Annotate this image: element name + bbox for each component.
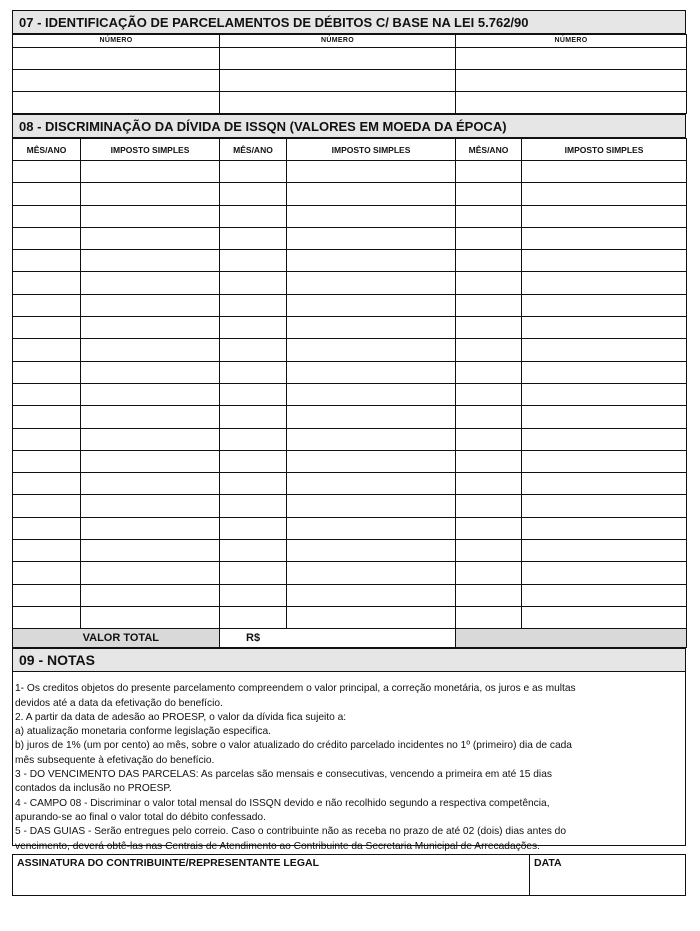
imposto-simples-cell[interactable] bbox=[287, 450, 456, 472]
section-08-title: 08 - DISCRIMINAÇÃO DA DÍVIDA DE ISSQN (VALORES EM MOEDA DA ÉPOCA) bbox=[12, 114, 686, 138]
imposto-simples-cell[interactable] bbox=[287, 317, 456, 339]
numero-cell[interactable] bbox=[13, 48, 220, 70]
divida-row bbox=[13, 161, 687, 183]
mes-ano-cell[interactable] bbox=[456, 406, 522, 428]
mes-ano-cell[interactable] bbox=[13, 562, 81, 584]
mes-ano-cell[interactable] bbox=[13, 383, 81, 405]
mes-ano-cell[interactable] bbox=[13, 272, 81, 294]
imposto-simples-header-1: IMPOSTO SIMPLES bbox=[81, 139, 220, 161]
valor-total-shade bbox=[456, 629, 687, 648]
imposto-simples-cell[interactable] bbox=[522, 562, 687, 584]
mes-ano-cell[interactable] bbox=[456, 606, 522, 628]
mes-ano-cell[interactable] bbox=[220, 317, 287, 339]
mes-ano-cell[interactable] bbox=[220, 562, 287, 584]
imposto-simples-cell[interactable] bbox=[287, 272, 456, 294]
mes-ano-cell[interactable] bbox=[13, 540, 81, 562]
mes-ano-cell[interactable] bbox=[456, 250, 522, 272]
mes-ano-cell[interactable] bbox=[220, 205, 287, 227]
imposto-simples-cell[interactable] bbox=[522, 317, 687, 339]
imposto-simples-cell[interactable] bbox=[287, 428, 456, 450]
imposto-simples-cell[interactable] bbox=[287, 517, 456, 539]
numero-cell[interactable] bbox=[456, 92, 687, 114]
note-line: 4 - CAMPO 08 - Discriminar o valor total mensal do ISSQN devido e não recolhido segundo a respectiva competência, bbox=[15, 797, 550, 809]
divida-row bbox=[13, 606, 687, 628]
mes-ano-cell[interactable] bbox=[456, 294, 522, 316]
mes-ano-cell[interactable] bbox=[13, 294, 81, 316]
note-line: vencimento, deverá obtê-las nas Centrais de Atendimento ao Contribuinte da Secretaria Municipal de Arrecadações. bbox=[15, 840, 540, 852]
imposto-simples-cell[interactable] bbox=[287, 227, 456, 249]
mes-ano-cell[interactable] bbox=[456, 517, 522, 539]
mes-ano-cell[interactable] bbox=[220, 517, 287, 539]
imposto-simples-cell[interactable] bbox=[522, 183, 687, 205]
divida-row bbox=[13, 473, 687, 495]
divida-row bbox=[13, 339, 687, 361]
mes-ano-cell[interactable] bbox=[13, 495, 81, 517]
mes-ano-cell[interactable] bbox=[13, 161, 81, 183]
imposto-simples-cell[interactable] bbox=[81, 272, 220, 294]
mes-ano-cell[interactable] bbox=[13, 250, 81, 272]
mes-ano-cell[interactable] bbox=[220, 339, 287, 361]
divida-row bbox=[13, 495, 687, 517]
mes-ano-cell[interactable] bbox=[456, 540, 522, 562]
imposto-simples-cell[interactable] bbox=[522, 339, 687, 361]
numero-header-2: NÚMERO bbox=[220, 35, 456, 48]
imposto-simples-cell[interactable] bbox=[81, 161, 220, 183]
mes-ano-cell[interactable] bbox=[13, 450, 81, 472]
mes-ano-header-3: MÊS/ANO bbox=[456, 139, 522, 161]
divida-row bbox=[13, 294, 687, 316]
mes-ano-cell[interactable] bbox=[220, 272, 287, 294]
mes-ano-cell[interactable] bbox=[456, 584, 522, 606]
imposto-simples-cell[interactable] bbox=[287, 606, 456, 628]
imposto-simples-cell[interactable] bbox=[81, 495, 220, 517]
mes-ano-cell[interactable] bbox=[220, 161, 287, 183]
imposto-simples-header-2: IMPOSTO SIMPLES bbox=[287, 139, 456, 161]
mes-ano-cell[interactable] bbox=[220, 406, 287, 428]
imposto-simples-cell[interactable] bbox=[81, 183, 220, 205]
mes-ano-cell[interactable] bbox=[220, 294, 287, 316]
mes-ano-cell[interactable] bbox=[220, 383, 287, 405]
mes-ano-cell[interactable] bbox=[456, 205, 522, 227]
numero-cell[interactable] bbox=[220, 92, 456, 114]
mes-ano-cell[interactable] bbox=[456, 361, 522, 383]
imposto-simples-cell[interactable] bbox=[522, 406, 687, 428]
imposto-simples-cell[interactable] bbox=[287, 161, 456, 183]
imposto-simples-cell[interactable] bbox=[81, 339, 220, 361]
divida-row bbox=[13, 406, 687, 428]
imposto-simples-cell[interactable] bbox=[81, 584, 220, 606]
imposto-simples-cell[interactable] bbox=[287, 250, 456, 272]
mes-ano-cell[interactable] bbox=[220, 606, 287, 628]
section-09-title: 09 - NOTAS bbox=[12, 648, 686, 672]
imposto-simples-cell[interactable] bbox=[287, 406, 456, 428]
imposto-simples-cell[interactable] bbox=[287, 495, 456, 517]
mes-ano-cell[interactable] bbox=[13, 606, 81, 628]
note-line: contados da inclusão no PROESP. bbox=[15, 783, 172, 795]
mes-ano-header-2: MÊS/ANO bbox=[220, 139, 287, 161]
mes-ano-cell[interactable] bbox=[13, 183, 81, 205]
note-line: 1- Os creditos objetos do presente parcelamento compreendem o valor principal, a correção monetária, os juros e as multas bbox=[15, 683, 576, 695]
imposto-simples-cell[interactable] bbox=[81, 250, 220, 272]
imposto-simples-cell[interactable] bbox=[81, 473, 220, 495]
note-line: devidos até a data da efetivação do benefício. bbox=[15, 697, 223, 709]
imposto-simples-cell[interactable] bbox=[522, 294, 687, 316]
divida-row bbox=[13, 250, 687, 272]
issqn-form bbox=[12, 10, 686, 896]
imposto-simples-cell[interactable] bbox=[522, 272, 687, 294]
mes-ano-cell[interactable] bbox=[220, 250, 287, 272]
divida-row bbox=[13, 227, 687, 249]
mes-ano-cell[interactable] bbox=[220, 473, 287, 495]
imposto-simples-cell[interactable] bbox=[81, 227, 220, 249]
mes-ano-cell[interactable] bbox=[456, 428, 522, 450]
note-line: 3 - DO VENCIMENTO DAS PARCELAS: As parcelas são mensais e consecutivas, vencendo a primeira em até 15 dias bbox=[15, 769, 552, 781]
mes-ano-cell[interactable] bbox=[220, 450, 287, 472]
imposto-simples-cell[interactable] bbox=[81, 540, 220, 562]
divida-row bbox=[13, 562, 687, 584]
numero-cell[interactable] bbox=[220, 70, 456, 92]
divida-table bbox=[12, 138, 687, 648]
imposto-simples-cell[interactable] bbox=[287, 562, 456, 584]
note-line: b) juros de 1% (um por cento) ao mês, sobre o valor atualizado do crédito parcelado incidentes no 1º (primeiro) dia de cada bbox=[15, 740, 572, 752]
numero-cell[interactable] bbox=[456, 48, 687, 70]
numero-cell[interactable] bbox=[13, 92, 220, 114]
mes-ano-cell[interactable] bbox=[13, 361, 81, 383]
divida-row bbox=[13, 540, 687, 562]
note-line: a) atualização monetaria conforme legislação especifica. bbox=[15, 726, 271, 738]
mes-ano-cell[interactable] bbox=[456, 317, 522, 339]
section-07-title: 07 - IDENTIFICAÇÃO DE PARCELAMENTOS DE DÉBITOS C/ BASE NA LEI 5.762/90 bbox=[12, 10, 686, 34]
imposto-simples-cell[interactable] bbox=[81, 517, 220, 539]
imposto-simples-cell[interactable] bbox=[287, 540, 456, 562]
signature-field[interactable] bbox=[13, 855, 530, 895]
imposto-simples-cell[interactable] bbox=[522, 161, 687, 183]
imposto-simples-cell[interactable] bbox=[81, 383, 220, 405]
imposto-simples-cell[interactable] bbox=[522, 361, 687, 383]
mes-ano-cell[interactable] bbox=[220, 361, 287, 383]
imposto-simples-cell[interactable] bbox=[522, 473, 687, 495]
valor-total-field[interactable]: R$ bbox=[220, 629, 456, 648]
imposto-simples-header-3: IMPOSTO SIMPLES bbox=[522, 139, 687, 161]
imposto-simples-cell[interactable] bbox=[287, 473, 456, 495]
mes-ano-cell[interactable] bbox=[220, 227, 287, 249]
mes-ano-cell[interactable] bbox=[220, 428, 287, 450]
imposto-simples-cell[interactable] bbox=[81, 450, 220, 472]
imposto-simples-cell[interactable] bbox=[287, 339, 456, 361]
mes-ano-cell[interactable] bbox=[220, 183, 287, 205]
numero-cell[interactable] bbox=[456, 70, 687, 92]
divida-row bbox=[13, 584, 687, 606]
mes-ano-cell[interactable] bbox=[456, 383, 522, 405]
mes-ano-cell[interactable] bbox=[13, 205, 81, 227]
mes-ano-cell[interactable] bbox=[13, 584, 81, 606]
imposto-simples-cell[interactable] bbox=[522, 495, 687, 517]
parcelamentos-table bbox=[12, 34, 687, 114]
mes-ano-cell[interactable] bbox=[456, 450, 522, 472]
signature-label: ASSINATURA DO CONTRIBUINTE/REPRESENTANTE LEGAL bbox=[17, 857, 319, 870]
mes-ano-cell[interactable] bbox=[456, 339, 522, 361]
divida-row bbox=[13, 450, 687, 472]
divida-row bbox=[13, 361, 687, 383]
imposto-simples-cell[interactable] bbox=[522, 606, 687, 628]
imposto-simples-cell[interactable] bbox=[287, 183, 456, 205]
imposto-simples-cell[interactable] bbox=[522, 428, 687, 450]
numero-cell[interactable] bbox=[220, 48, 456, 70]
mes-ano-cell[interactable] bbox=[220, 584, 287, 606]
signature-block bbox=[12, 854, 686, 896]
divida-row bbox=[13, 317, 687, 339]
divida-row bbox=[13, 205, 687, 227]
divida-row bbox=[13, 428, 687, 450]
mes-ano-header-1: MÊS/ANO bbox=[13, 139, 81, 161]
numero-header-3: NÚMERO bbox=[456, 35, 687, 48]
notes-body bbox=[12, 672, 686, 852]
imposto-simples-cell[interactable] bbox=[81, 606, 220, 628]
divida-row bbox=[13, 183, 687, 205]
mes-ano-cell[interactable] bbox=[456, 227, 522, 249]
imposto-simples-cell[interactable] bbox=[81, 406, 220, 428]
mes-ano-cell[interactable] bbox=[220, 540, 287, 562]
date-field[interactable] bbox=[530, 855, 685, 895]
imposto-simples-cell[interactable] bbox=[81, 361, 220, 383]
mes-ano-cell[interactable] bbox=[13, 339, 81, 361]
numero-cell[interactable] bbox=[13, 70, 220, 92]
imposto-simples-cell[interactable] bbox=[287, 205, 456, 227]
mes-ano-cell[interactable] bbox=[13, 406, 81, 428]
imposto-simples-cell[interactable] bbox=[522, 205, 687, 227]
mes-ano-cell[interactable] bbox=[13, 473, 81, 495]
mes-ano-cell[interactable] bbox=[456, 272, 522, 294]
note-line: 2. A partir da data de adesão ao PROESP, o valor da dívida fica sujeito a: bbox=[15, 711, 347, 723]
imposto-simples-cell[interactable] bbox=[81, 317, 220, 339]
divida-rows bbox=[13, 161, 687, 629]
note-line: mês subsequente à efetivação do benefício. bbox=[15, 754, 215, 766]
imposto-simples-cell[interactable] bbox=[287, 294, 456, 316]
divida-row bbox=[13, 517, 687, 539]
date-label: DATA bbox=[534, 857, 562, 870]
imposto-simples-cell[interactable] bbox=[522, 540, 687, 562]
imposto-simples-cell[interactable] bbox=[81, 562, 220, 584]
mes-ano-cell[interactable] bbox=[456, 161, 522, 183]
mes-ano-cell[interactable] bbox=[13, 317, 81, 339]
imposto-simples-cell[interactable] bbox=[522, 227, 687, 249]
imposto-simples-cell[interactable] bbox=[287, 584, 456, 606]
imposto-simples-cell[interactable] bbox=[522, 383, 687, 405]
mes-ano-cell[interactable] bbox=[13, 517, 81, 539]
mes-ano-cell[interactable] bbox=[13, 428, 81, 450]
divida-row bbox=[13, 383, 687, 405]
imposto-simples-cell[interactable] bbox=[287, 383, 456, 405]
mes-ano-cell[interactable] bbox=[456, 495, 522, 517]
note-line: apurando-se ao final o valor total do débito confessado. bbox=[15, 811, 266, 823]
mes-ano-cell[interactable] bbox=[220, 495, 287, 517]
imposto-simples-cell[interactable] bbox=[522, 250, 687, 272]
imposto-simples-cell[interactable] bbox=[522, 517, 687, 539]
mes-ano-cell[interactable] bbox=[456, 183, 522, 205]
note-line: 5 - DAS GUIAS - Serão entregues pelo correio. Caso o contribuinte não as receba no prazo de até 02 (dois) dias antes do bbox=[15, 826, 567, 838]
imposto-simples-cell[interactable] bbox=[81, 205, 220, 227]
valor-total-row bbox=[13, 629, 687, 648]
mes-ano-cell[interactable] bbox=[456, 562, 522, 584]
imposto-simples-cell[interactable] bbox=[81, 428, 220, 450]
imposto-simples-cell[interactable] bbox=[522, 584, 687, 606]
mes-ano-cell[interactable] bbox=[456, 473, 522, 495]
valor-total-label: VALOR TOTAL bbox=[13, 629, 220, 648]
numero-header-1: NÚMERO bbox=[13, 35, 220, 48]
imposto-simples-cell[interactable] bbox=[81, 294, 220, 316]
imposto-simples-cell[interactable] bbox=[522, 450, 687, 472]
imposto-simples-cell[interactable] bbox=[287, 361, 456, 383]
divida-row bbox=[13, 272, 687, 294]
mes-ano-cell[interactable] bbox=[13, 227, 81, 249]
